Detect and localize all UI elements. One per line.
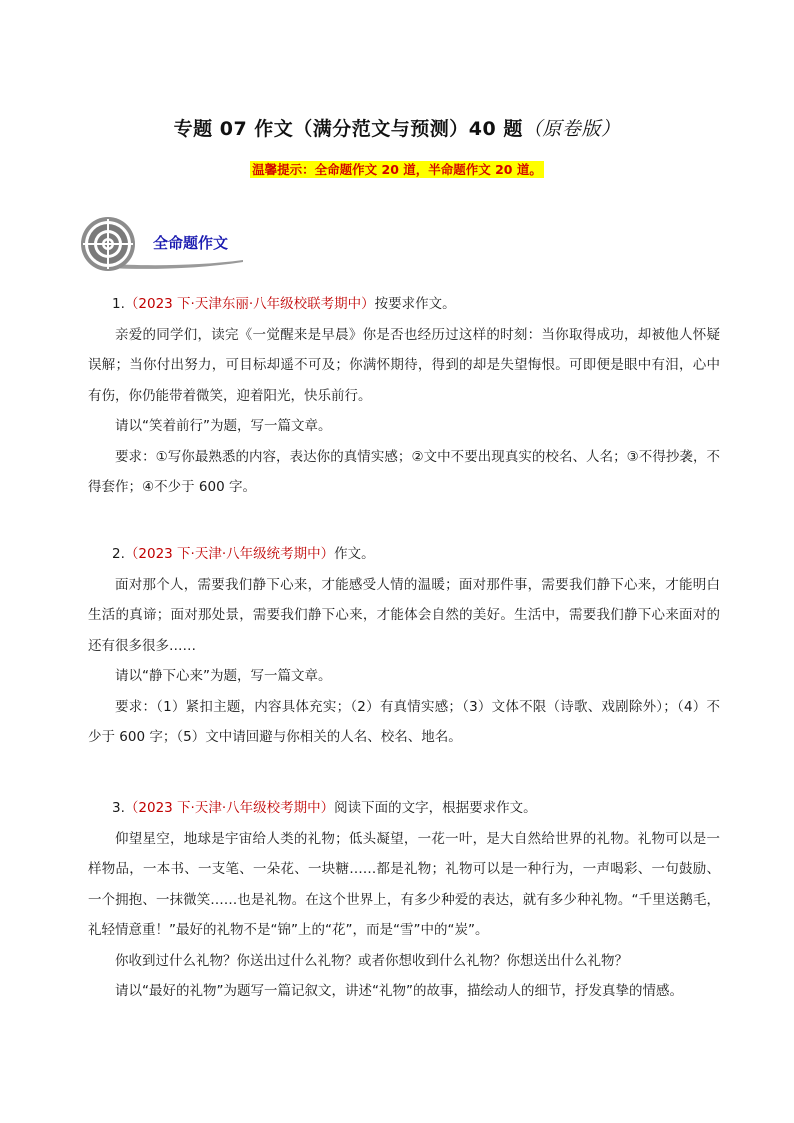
question-instruction: 按要求作文。 xyxy=(374,296,456,312)
question-number: 2. xyxy=(112,546,125,562)
question-number: 3. xyxy=(112,800,125,816)
section-label: 全命题作文 xyxy=(153,234,229,252)
document-title-sub: （原卷版） xyxy=(522,118,621,140)
question-paragraph: 你收到过什么礼物？你送出过什么礼物？或者你想收到什么礼物？你想送出什么礼物？ xyxy=(115,952,628,969)
question-paragraph: 请以“笑着前行”为题，写一篇文章。 xyxy=(115,418,332,434)
document-title xyxy=(0,114,794,141)
question-paragraph: 请以“最好的礼物”为题写一篇记叙文，讲述“礼物”的故事，描绘动人的细节，抒发真挚的情感。 xyxy=(115,983,683,999)
question-source: （2023 下·天津·八年级统考期中） xyxy=(124,546,335,562)
tip-text: 温馨提示：全命题作文 20 道，半命题作文 20 道。 xyxy=(252,162,542,177)
question-2 xyxy=(88,539,720,753)
question-source: （2023 下·天津东丽·八年级校联考期中） xyxy=(124,296,375,312)
question-number: 1. xyxy=(112,296,125,312)
tip-banner xyxy=(0,159,794,178)
question-paragraph: 仰望星空，地球是宇宙给人类的礼物；低头凝望，一花一叶，是大自然给世界的礼物。礼物可以是一样物品，一本书、一支笔、一朵花、一块糖……都是礼物；礼物可以是一种行为，一声喝彩、一句鼓励、一个拥抱、一抹微笑……也是礼物。在这个世界上，有多少种爱的表达，就有多少种礼物。“千里送鹅毛，礼轻情意重！”最好的礼物不是“锦”上的“花”，而是“雪”中的“炭”。 xyxy=(88,830,720,938)
question-heading xyxy=(88,793,720,824)
question-paragraph: 面对那个人，需要我们静下心来，才能感受人情的温暖；面对那件事，需要我们静下心来，才能明白生活的真谛；面对那处景，需要我们静下心来，才能体会自然的美好。生活中，需要我们静下心来面对的还有很多很多…… xyxy=(88,576,720,654)
question-heading xyxy=(88,539,720,570)
question-instruction: 作文。 xyxy=(334,546,375,562)
question-paragraph: 要求：（1）紧扣主题，内容具体充实；（2）有真情实感；（3）文体不限（诗歌、戏剧除外）；（4）不少于 600 字；（5）文中请回避与你相关的人名、校名、地名。 xyxy=(88,698,720,745)
question-paragraph: 亲爱的同学们，读完《一觉醒来是早晨》你是否也经历过这样的时刻：当你取得成功，却被他人怀疑误解；当你付出努力，可目标却遥不可及；你满怀期待，得到的却是失望悔恨。可即便是眼中有泪，心中有伤，你仍能带着微笑，迎着阳光，快乐前行。 xyxy=(88,326,720,404)
question-source: （2023 下·天津·八年级校考期中） xyxy=(124,800,335,816)
question-instruction: 阅读下面的文字，根据要求作文。 xyxy=(334,800,537,816)
section-header xyxy=(78,216,248,272)
question-heading xyxy=(88,289,720,320)
question-1 xyxy=(88,289,720,503)
question-3 xyxy=(88,793,720,1007)
document-title-main: 专题 07 作文（满分范文与预测）40 题 xyxy=(173,118,523,140)
question-paragraph: 要求：①写你最熟悉的内容，表达你的真情实感；②文中不要出现真实的校名、人名；③不得抄袭，不得套作；④不少于 600 字。 xyxy=(88,448,720,495)
question-paragraph: 请以“静下心来”为题，写一篇文章。 xyxy=(115,668,332,684)
